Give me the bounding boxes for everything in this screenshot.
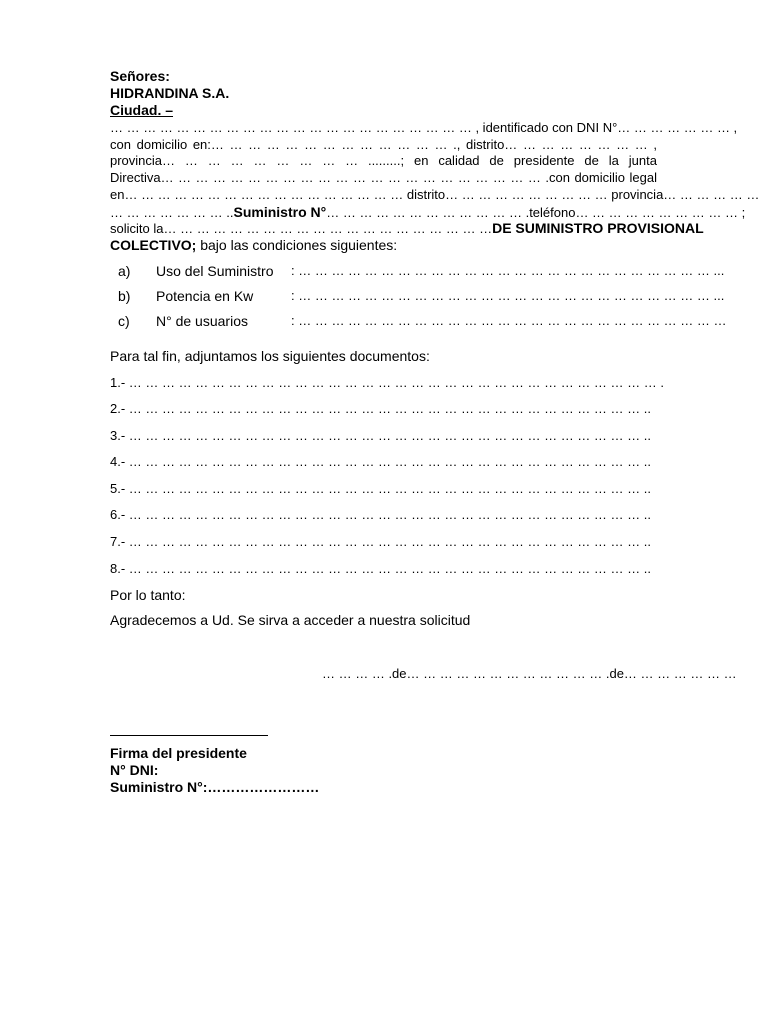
document-item: 1.- … … … … … … … … … … … … … … … … … … … … … … … … … … … … … … … … . xyxy=(110,375,664,390)
salutation: Señores: xyxy=(110,68,170,84)
document-item: 3.- … … … … … … … … … … … … … … … … … … … … … … … … … … … … … … … .. xyxy=(110,428,651,443)
document-item: 4.- … … … … … … … … … … … … … … … … … … … … … … … … … … … … … … … .. xyxy=(110,454,651,469)
request-type: DE SUMINISTRO PROVISIONAL xyxy=(492,220,704,236)
document-item: 2.- … … … … … … … … … … … … … … … … … … … … … … … … … … … … … … … .. xyxy=(110,401,651,416)
city-line: Ciudad. – xyxy=(110,102,174,118)
suministro-number-label: Suministro N°:…………………… xyxy=(110,779,320,795)
condition-item: b) Potencia en Kw : … … … … … … … … … … … … … … … … … … … … … … … … … ... xyxy=(118,288,725,304)
date-line: … … … … .de… … … … … … … … … … … … .de… … … … … … … xyxy=(322,666,737,681)
documents-intro: Para tal fin, adjuntamos los siguientes documentos: xyxy=(110,348,430,364)
paragraph-line-4: Directiva… … … … … … … … … … … … … … … … … … … … … … .con domicilio legal xyxy=(110,170,657,185)
dni-label: N° DNI: xyxy=(110,762,159,778)
document-item: 6.- … … … … … … … … … … … … … … … … … … … … … … … … … … … … … … … .. xyxy=(110,507,651,522)
document-item: 7.- … … … … … … … … … … … … … … … … … … … … … … … … … … … … … … … .. xyxy=(110,534,651,549)
paragraph-line-1: … … … … … … … … … … … … … … … … … … … … … … , identificado con DNI N°… … … … … … … , xyxy=(110,120,738,135)
document-item: 5.- … … … … … … … … … … … … … … … … … … … … … … … … … … … … … … … .. xyxy=(110,481,651,496)
condition-item: c) N° de usuarios : … … … … … … … … … … … … … … … … … … … … … … … … … … xyxy=(118,313,727,329)
paragraph-line-3: provincia… … … … … … … … … .........; en calidad de presidente de la junta xyxy=(110,153,657,168)
suministro-label: Suministro N° xyxy=(233,204,327,220)
por-lo-tanto: Por lo tanto: xyxy=(110,587,186,603)
paragraph-line-2: con domicilio en:… … … … … … … … … … … … … ., distrito… … … … … … … … , xyxy=(110,137,657,152)
request-closing: Agradecemos a Ud. Se sirva a acceder a nuestra solicitud xyxy=(110,612,471,628)
paragraph-line-6: … … … … … … … ..Suministro N°… … … … … … … … … … … … .teléfono… … … … … … … … … … ; xyxy=(110,204,746,220)
condition-item: a) Uso del Suministro : … … … … … … … … … … … … … … … … … … … … … … … … … ... xyxy=(118,263,725,279)
signature-label: Firma del presidente xyxy=(110,745,247,761)
signature-line xyxy=(110,735,268,736)
paragraph-line-7: solicito la… … … … … … … … … … … … … … … … … … … …DE SUMINISTRO PROVISIONAL xyxy=(110,220,704,236)
company-name: HIDRANDINA S.A. xyxy=(110,85,230,101)
document-item: 8.- … … … … … … … … … … … … … … … … … … … … … … … … … … … … … … … .. xyxy=(110,561,651,576)
paragraph-line-5: en… … … … … … … … … … … … … … … … … distrito… … … … … … … … … … provincia… … … … … … xyxy=(110,187,760,202)
paragraph-line-8: COLECTIVO; bajo las condiciones siguientes: xyxy=(110,237,398,253)
